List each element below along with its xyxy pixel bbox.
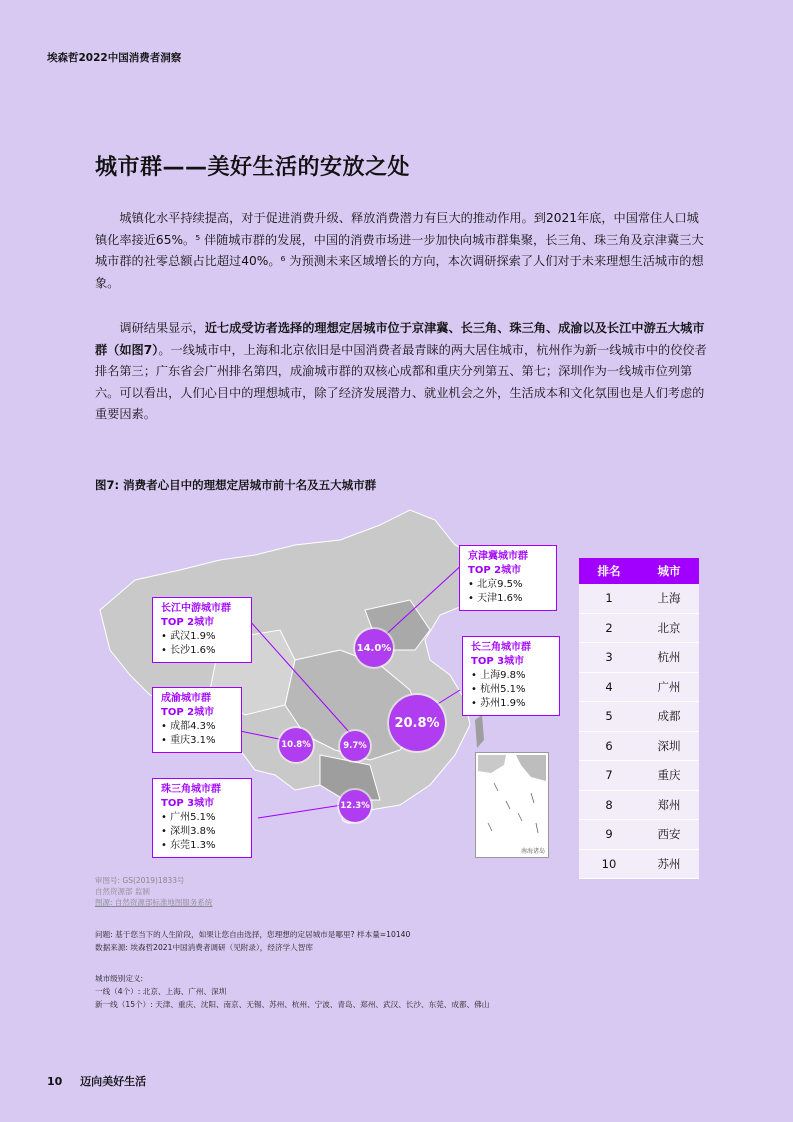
city-cell: 杭州: [639, 643, 699, 673]
ranking-table: [579, 558, 699, 879]
cluster-item: • 东莞1.3%: [161, 839, 243, 853]
rank-cell: 7: [579, 761, 639, 791]
rank-cell: 4: [579, 672, 639, 702]
report-header: 埃森哲2022中国消费者洞察: [47, 52, 182, 64]
table-row: [579, 849, 699, 879]
map-credits: [95, 875, 212, 908]
bubble-chengyu: 10.8%: [279, 728, 313, 762]
definition-title: 城市级别定义:: [95, 974, 144, 983]
cluster-name: 珠三角城市群: [161, 784, 221, 795]
city-cell: 成都: [639, 702, 699, 732]
bubble-changsanjiao: 20.8%: [389, 695, 445, 751]
inset-map-shape: [476, 753, 548, 857]
city-cell: 苏州: [639, 849, 699, 879]
map-credit-line: 审图号: GS(2019)1833号: [95, 876, 185, 885]
cluster-top: TOP 3城市: [471, 656, 525, 667]
figure-title: 图7: 消费者心目中的理想定居城市前十名及五大城市群: [95, 478, 377, 492]
bubble-jingjinji: 14.0%: [355, 629, 393, 667]
cluster-name: 长江中游城市群: [161, 603, 231, 614]
rank-cell: 3: [579, 643, 639, 673]
city-cell: 北京: [639, 613, 699, 643]
rank-cell: 5: [579, 702, 639, 732]
page-footer: [47, 1073, 146, 1089]
table-row: [579, 643, 699, 673]
cluster-item: • 长沙1.6%: [161, 644, 243, 658]
inset-label: 南海诸岛: [520, 848, 545, 855]
data-source: 数据来源: 埃森哲2021中国消费者调研（见附录），经济学人智库: [95, 943, 313, 952]
cluster-item: • 天津1.6%: [468, 592, 548, 606]
south-china-sea-inset: [475, 752, 549, 858]
cluster-item: • 苏州1.9%: [471, 697, 551, 711]
page-number: 10: [47, 1075, 63, 1088]
city-cell: 郑州: [639, 790, 699, 820]
map-credit-line[interactable]: 图源: 自然资源部标准地图服务系统: [95, 898, 213, 907]
cluster-item: • 广州5.1%: [161, 811, 243, 825]
paragraph-2-rest: 。一线城市中，上海和北京依旧是中国消费者最青睐的两大居住城市，杭州作为新一线城市中的佼佼者排名第三；广东省会广州排名第四，成渝城市群的双核心成都和重庆分列第五、第七；深圳作为一线城市位列第六。可以看出，人们心目中的理想城市，除了经济发展潜力、就业机会之外，生活成本和文化氛围也是人们考虑的重要因素。: [95, 342, 707, 421]
cluster-name: 长三角城市群: [471, 642, 531, 653]
city-cell: 上海: [639, 584, 699, 613]
callout-chengyu: [152, 687, 242, 753]
bubble-zhusanjiao: 12.3%: [339, 790, 371, 822]
cluster-item: • 上海9.8%: [471, 669, 551, 683]
header-rank: 排名: [579, 558, 639, 584]
newtier1-definition: 新一线（15个）: 天津、重庆、沈阳、南京、无锡、苏州、杭州、宁波、青岛、郑州、武汉、长沙、东莞、成都、佛山: [95, 1000, 490, 1009]
cluster-item: • 重庆3.1%: [161, 734, 233, 748]
survey-notes: [95, 928, 410, 954]
callout-changsanjiao: [462, 636, 560, 716]
cluster-name: 成渝城市群: [161, 693, 211, 704]
survey-question: 问题: 基于您当下的人生阶段，如果让您自由选择，您理想的定居城市是哪里? 样本量=10140: [95, 930, 411, 939]
header-city: 城市: [639, 558, 699, 584]
cluster-item: • 深圳3.8%: [161, 825, 243, 839]
table-row: [579, 790, 699, 820]
city-cell: 重庆: [639, 761, 699, 791]
rank-cell: 10: [579, 849, 639, 879]
cluster-item: • 成都4.3%: [161, 720, 233, 734]
map-credit-line: 自然资源部 监制: [95, 887, 150, 896]
rank-cell: 1: [579, 584, 639, 613]
rank-cell: 8: [579, 790, 639, 820]
cluster-top: TOP 2城市: [161, 617, 215, 628]
table-row: [579, 820, 699, 850]
city-cell: 西安: [639, 820, 699, 850]
rank-cell: 9: [579, 820, 639, 850]
cluster-top: TOP 2城市: [161, 707, 215, 718]
cluster-item: • 武汉1.9%: [161, 630, 243, 644]
callout-zhusanjiao: [152, 778, 252, 858]
bubble-changjiang: 9.7%: [340, 731, 370, 761]
callout-changjiang: [152, 597, 252, 663]
section-title: 城市群——美好生活的安放之处: [95, 155, 411, 180]
section-name: 迈向美好生活: [80, 1075, 147, 1088]
table-row: [579, 761, 699, 791]
rank-cell: 2: [579, 613, 639, 643]
rank-cell: 6: [579, 731, 639, 761]
paragraph-2-bold: 近七成受访者选择的理想定居城市位于京津冀、长三角、珠三角、成渝以及长江中游五大城市群（如图7）: [95, 321, 705, 357]
cluster-top: TOP 2城市: [468, 565, 522, 576]
table-row: [579, 702, 699, 732]
city-cell: 深圳: [639, 731, 699, 761]
paragraph-1: 城镇化水平持续提高，对于促进消费升级、释放消费潜力有巨大的推动作用。到2021年底，中国常住人口城镇化率接近65%。⁵ 伴随城市群的发展，中国的消费市场进一步加快向城市群集聚，长三角、珠三角及京津冀三大城市群的社零总额占比超过40%。⁶ 为预测未来区域增长的方向，本次调研探索了人们对于未来理想生活城市的想象。: [95, 211, 704, 290]
cluster-item: • 北京9.5%: [468, 578, 548, 592]
callout-jingjinji: [459, 545, 557, 611]
tier1-definition: 一线（4个）: 北京、上海、广州、深圳: [95, 987, 227, 996]
paragraph-2: [95, 318, 707, 426]
table-row: [579, 672, 699, 702]
cluster-name: 京津冀城市群: [468, 551, 528, 562]
cluster-item: • 杭州5.1%: [471, 683, 551, 697]
paragraph-2-lead: 调研结果显示，: [119, 321, 205, 335]
city-cell: 广州: [639, 672, 699, 702]
table-row: [579, 613, 699, 643]
table-header-row: [579, 558, 699, 584]
city-tier-definitions: [95, 972, 489, 1011]
table-row: [579, 731, 699, 761]
table-row: [579, 584, 699, 613]
cluster-top: TOP 3城市: [161, 798, 215, 809]
